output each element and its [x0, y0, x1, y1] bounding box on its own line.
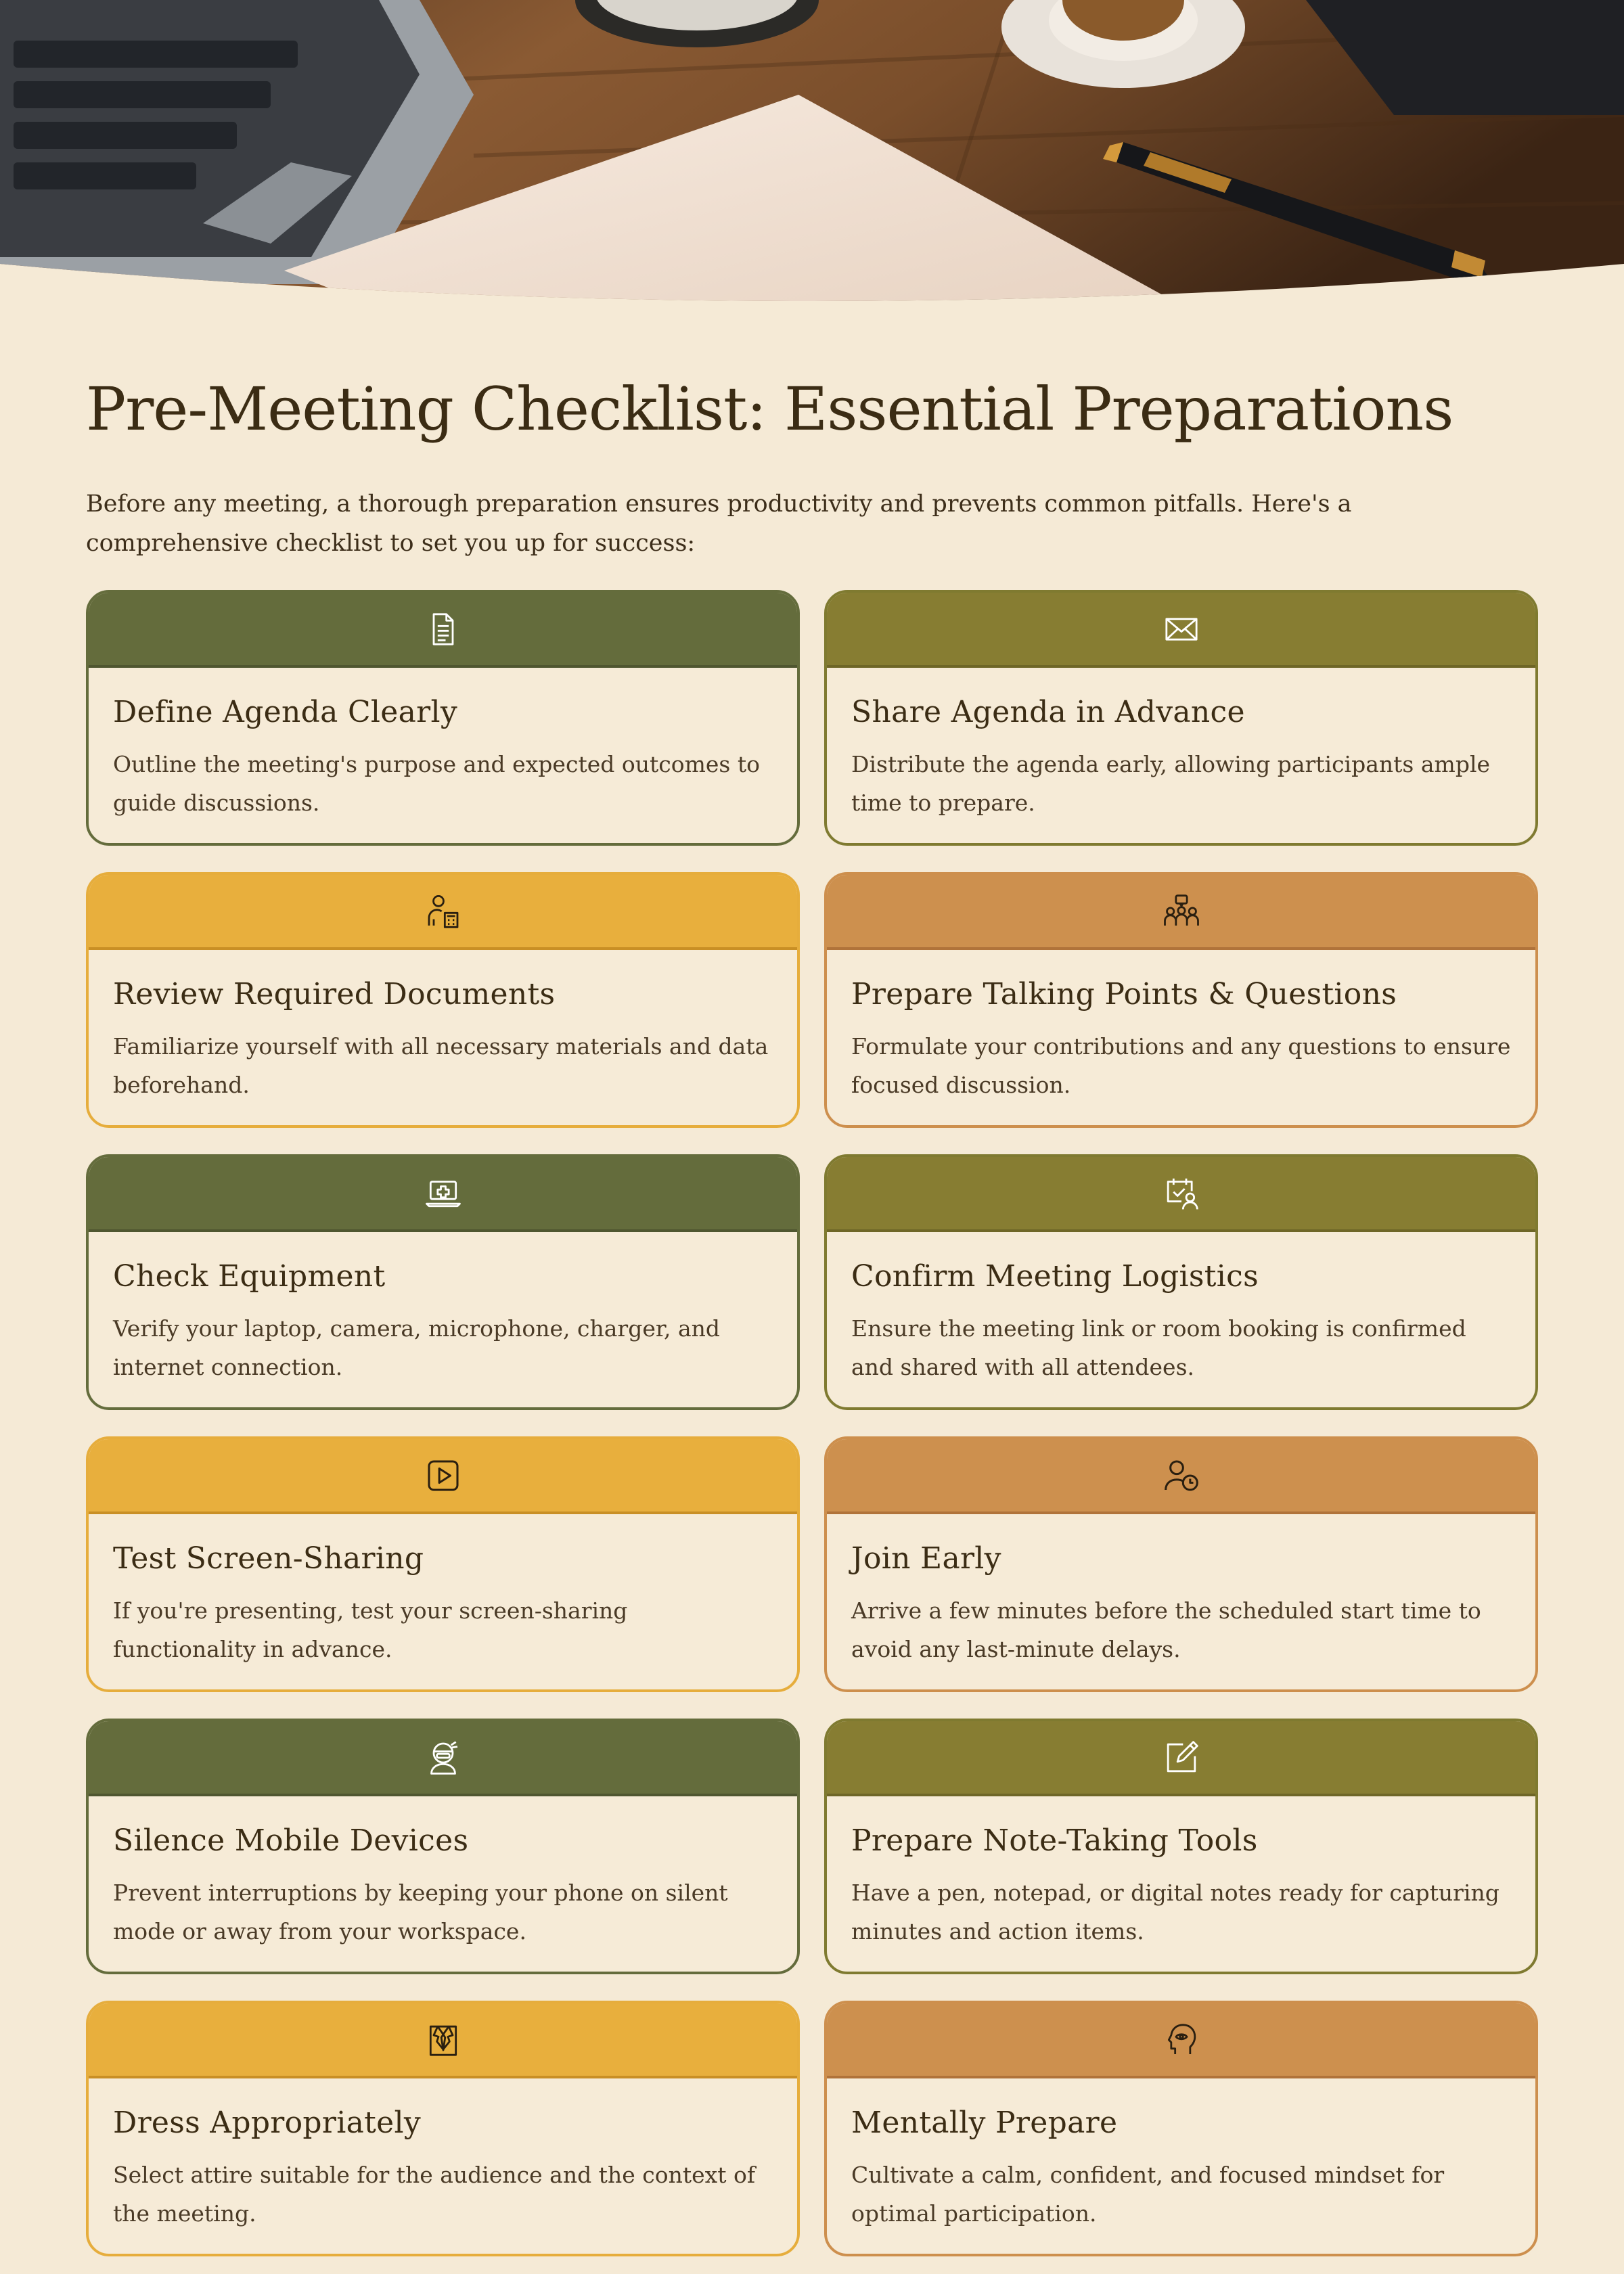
card-header	[89, 1721, 797, 1796]
card-description: Select attire suitable for the audience and the context of the meeting.	[113, 2162, 756, 2227]
card-title: Review Required Documents	[113, 977, 556, 1011]
mind-icon	[1163, 2021, 1200, 2059]
envelope-icon	[1163, 610, 1200, 648]
checklist-card	[86, 1154, 800, 1410]
checklist-card	[824, 590, 1538, 846]
card-description: If you're presenting, test your screen-sharing functionality in advance.	[113, 1597, 628, 1662]
card-description: Arrive a few minutes before the scheduled start time to avoid any last-minute delays.	[851, 1597, 1481, 1662]
suit-icon	[424, 2021, 462, 2059]
card-title: Define Agenda Clearly	[113, 695, 458, 729]
card-title: Dress Appropriately	[113, 2106, 421, 2140]
card-header	[827, 1157, 1535, 1232]
card-description: Prevent interruptions by keeping your phone on silent mode or away from your workspace.	[113, 1880, 728, 1945]
document-icon	[424, 610, 462, 648]
card-header	[827, 1721, 1535, 1796]
checklist-card	[824, 1436, 1538, 1692]
card-title: Join Early	[851, 1541, 1001, 1576]
checklist-card	[824, 872, 1538, 1128]
checklist-card	[86, 872, 800, 1128]
card-header	[89, 1439, 797, 1514]
checklist-card	[824, 2001, 1538, 2256]
card-description: Distribute the agenda early, allowing participants ample time to prepare.	[851, 751, 1491, 816]
card-title: Mentally Prepare	[851, 2106, 1118, 2140]
ninja-icon	[424, 1739, 462, 1777]
card-header	[827, 875, 1535, 950]
card-description: Verify your laptop, camera, microphone, charger, and internet connection.	[113, 1315, 721, 1380]
card-header	[89, 2003, 797, 2078]
card-title: Prepare Talking Points & Questions	[851, 977, 1397, 1011]
laptop-plus-icon	[424, 1175, 462, 1212]
person-clock-icon	[1163, 1457, 1200, 1495]
card-title: Confirm Meeting Logistics	[851, 1259, 1259, 1294]
card-title: Silence Mobile Devices	[113, 1823, 469, 1858]
card-header	[89, 1157, 797, 1232]
checklist-card	[86, 2001, 800, 2256]
card-header	[827, 2003, 1535, 2078]
edit-note-icon	[1163, 1739, 1200, 1777]
card-description: Formulate your contributions and any questions to ensure focused discussion.	[851, 1033, 1511, 1098]
person-calculator-icon	[424, 892, 462, 930]
card-header	[827, 1439, 1535, 1514]
intro-paragraph: Before any meeting, a thorough preparation ensures productivity and prevents common pitfalls. Here's a comprehensive checklist to set you up for success:	[86, 491, 1352, 557]
page-title: Pre-Meeting Checklist: Essential Preparations	[86, 374, 1453, 444]
card-description: Have a pen, notepad, or digital notes ready for capturing minutes and action items.	[851, 1880, 1499, 1945]
card-header	[827, 593, 1535, 668]
card-title: Prepare Note-Taking Tools	[851, 1823, 1258, 1858]
hero-image	[0, 0, 1624, 318]
card-header	[89, 593, 797, 668]
group-discussion-icon	[1163, 892, 1200, 930]
checklist-card	[86, 1436, 800, 1692]
card-description: Outline the meeting's purpose and expected outcomes to guide discussions.	[113, 751, 760, 816]
play-button-icon	[424, 1457, 462, 1495]
checklist-card	[824, 1154, 1538, 1410]
card-title: Test Screen-Sharing	[113, 1541, 424, 1576]
checklist-card	[86, 1719, 800, 1974]
checklist-grid	[86, 590, 1538, 2256]
card-description: Cultivate a calm, confident, and focused mindset for optimal participation.	[851, 2162, 1445, 2227]
checklist-card	[86, 590, 800, 846]
card-title: Check Equipment	[113, 1259, 386, 1294]
calendar-person-icon	[1163, 1175, 1200, 1212]
checklist-card	[824, 1719, 1538, 1974]
card-description: Ensure the meeting link or room booking is confirmed and shared with all attendees.	[851, 1315, 1466, 1380]
card-title: Share Agenda in Advance	[851, 695, 1245, 729]
card-description: Familiarize yourself with all necessary materials and data beforehand.	[113, 1033, 769, 1098]
card-header	[89, 875, 797, 950]
